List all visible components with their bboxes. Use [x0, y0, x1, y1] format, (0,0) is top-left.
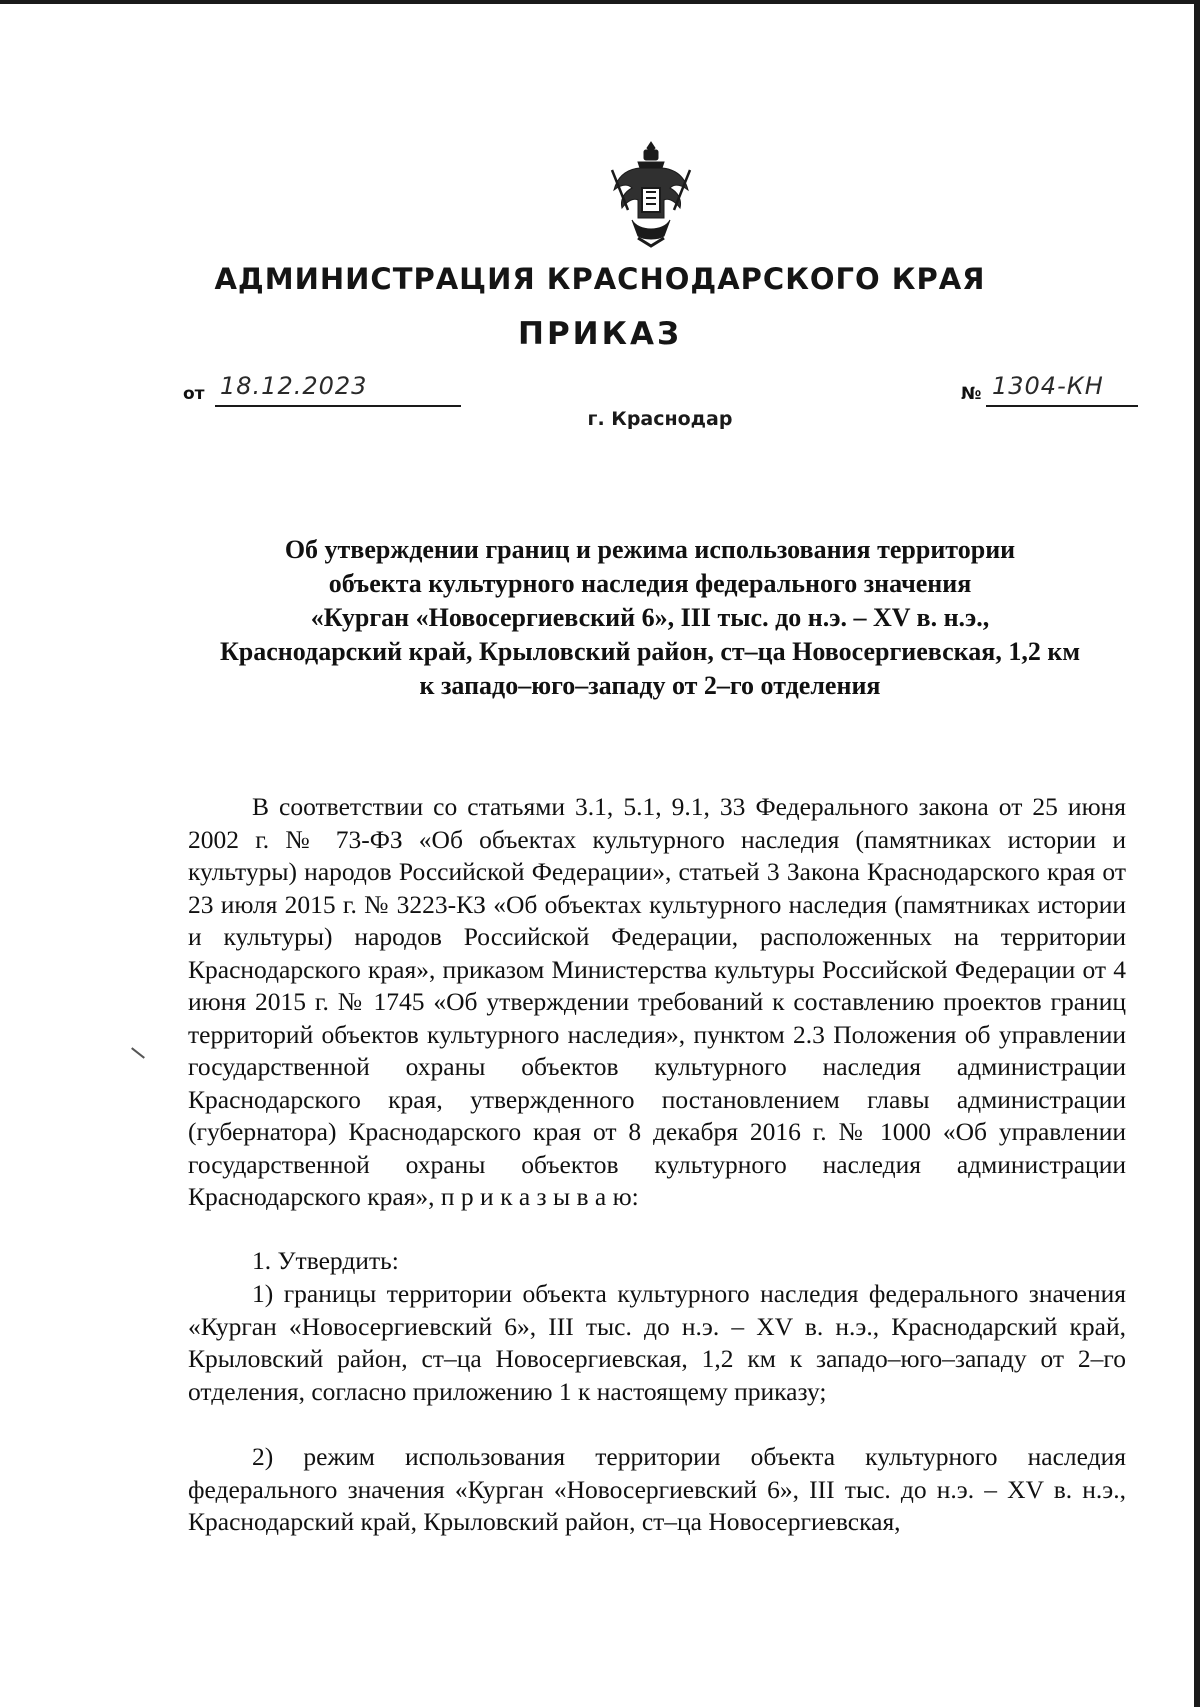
- document-title: [175, 533, 1125, 703]
- preamble-paragraph: В соответствии со статьями 3.1, 5.1, 9.1, 33 Федерального закона от 25 июня 2002 г. № 73-ФЗ «Об объектах культурного наследия (памятниках истории и культуры) народов Российской Федерации», статьей 3 Закона Краснодарского края от 23 июля 2015 г. № 3223-КЗ «Об объектах культурного наследия (памятниках истории и культуры) народов Российской Федерации, расположенных на территории Краснодарского края», приказом Министерства культуры Российской Федерации от 4 июня 2015 г. № 1745 «Об утверждении требований к составлению проектов границ территорий объектов культурного наследия», пунктом 2.3 Положения об управлении государственной охраны объектов культурного наследия администрации Краснодарского края, утвержденного постановлением главы администрации (губернатора) Краснодарского края от 8 декабря 2016 г. № 1000 «Об управлении государственной охраны объектов культурного наследия администрации Краснодарского края», п р и к а з ы в а ю:: [188, 792, 1126, 1211]
- coat-of-arms-emblem: [608, 140, 694, 248]
- title-line: «Курган «Новосергиевский 6», III тыс. до н.э. – XV в. н.э.,: [310, 603, 990, 632]
- handwritten-date: 18.12.2023: [220, 372, 368, 400]
- title-line: объекта культурного наследия федерального значения: [328, 569, 972, 598]
- scan-mark: [131, 1047, 145, 1058]
- number-underline: [986, 405, 1138, 407]
- title-line: Об утверждении границ и режима использования территории: [284, 535, 1016, 564]
- organization-name: АДМИНИСТРАЦИЯ КРАСНОДАРСКОГО КРАЯ: [214, 262, 986, 296]
- date-label: от: [183, 384, 205, 404]
- title-line: к западо–юго–западу от 2–го отделения: [419, 671, 881, 700]
- date-underline: [215, 405, 461, 407]
- city-line: г. Краснодар: [587, 408, 733, 430]
- scan-edge-right: [1194, 0, 1200, 1707]
- handwritten-number: 1304-КН: [992, 372, 1104, 400]
- title-line: Краснодарский край, Крыловский район, ст–ца Новосергиевская, 1,2 км: [219, 637, 1081, 666]
- item-1: 1. Утвердить:: [252, 1246, 399, 1275]
- item-1-subitem-2: 2) режим использования территории объекта культурного наследия федерального значения «Курган «Новосергиевский 6», III тыс. до н.э. – XV в. н.э., Краснодарский край, Крыловский район, ст–ца Новосергиевская,: [188, 1442, 1126, 1536]
- scan-edge-top: [0, 0, 1200, 4]
- number-label: №: [961, 384, 982, 404]
- document-type: ПРИКАЗ: [518, 316, 682, 352]
- item-1-subitem-1: 1) границы территории объекта культурного наследия федерального значения «Курган «Новосергиевский 6», III тыс. до н.э. – XV в. н.э., Краснодарский край, Крыловский район, ст–ца Новосергиевская, 1,2 км к западо–юго–западу от 2–го отделения, согласно приложению 1 к настоящему приказу;: [188, 1279, 1126, 1406]
